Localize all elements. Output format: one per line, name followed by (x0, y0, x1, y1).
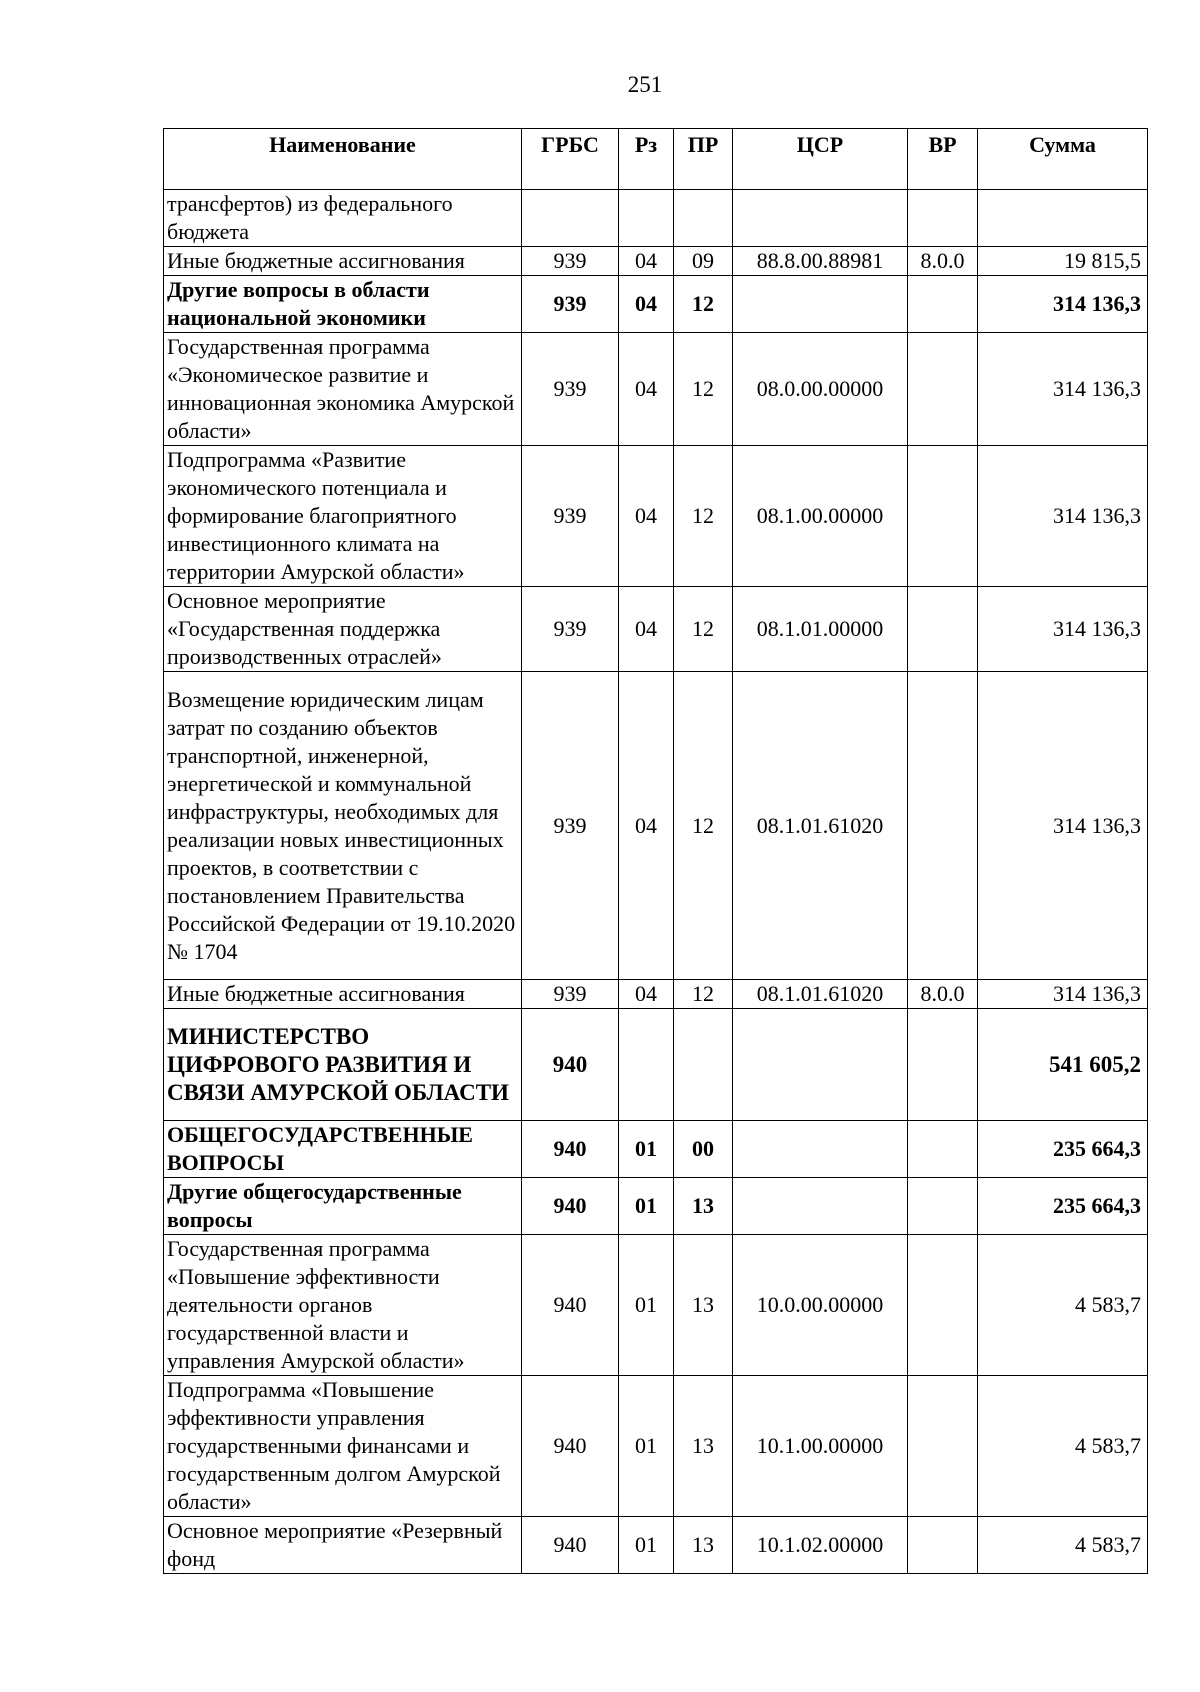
row-name: Основное мероприятие «Государственная поддержка производственных отраслей» (164, 587, 522, 672)
row-csr: 08.0.00.00000 (733, 333, 908, 446)
table-row (164, 1178, 1148, 1235)
row-pr (674, 190, 733, 247)
row-csr: 08.1.00.00000 (733, 446, 908, 587)
row-pr: 12 (674, 672, 733, 980)
row-vr (908, 1121, 978, 1178)
row-grbs: 939 (522, 247, 619, 276)
row-rz (619, 1009, 674, 1121)
row-name: Государственная программа «Экономическое развитие и инновационная экономика Амурской области» (164, 333, 522, 446)
row-grbs: 939 (522, 672, 619, 980)
row-vr (908, 190, 978, 247)
row-pr: 12 (674, 446, 733, 587)
row-grbs: 940 (522, 1517, 619, 1574)
row-rz: 01 (619, 1235, 674, 1376)
row-csr: 10.1.02.00000 (733, 1517, 908, 1574)
row-rz (619, 190, 674, 247)
row-csr (733, 1178, 908, 1235)
row-vr (908, 333, 978, 446)
row-name: Подпрограмма «Развитие экономического потенциала и формирование благоприятного инвестиционного климата на территории Амурской области» (164, 446, 522, 587)
row-pr: 12 (674, 980, 733, 1009)
table-row (164, 190, 1148, 247)
table-row (164, 1121, 1148, 1178)
row-vr: 8.0.0 (908, 980, 978, 1009)
row-pr: 13 (674, 1178, 733, 1235)
row-vr (908, 1178, 978, 1235)
row-sum (978, 190, 1148, 247)
row-pr (674, 1009, 733, 1121)
row-name: Подпрограмма «Повышение эффективности управления государственными финансами и государственным долгом Амурской области» (164, 1376, 522, 1517)
row-csr: 88.8.00.88981 (733, 247, 908, 276)
row-sum: 314 136,3 (978, 333, 1148, 446)
row-vr: 8.0.0 (908, 247, 978, 276)
header-vr: ВР (908, 129, 978, 190)
row-vr (908, 1517, 978, 1574)
table-row (164, 1235, 1148, 1376)
row-pr: 09 (674, 247, 733, 276)
row-rz: 04 (619, 333, 674, 446)
row-pr: 12 (674, 333, 733, 446)
row-pr: 13 (674, 1517, 733, 1574)
row-csr (733, 1121, 908, 1178)
table-row (164, 587, 1148, 672)
table-row (164, 276, 1148, 333)
row-csr: 10.0.00.00000 (733, 1235, 908, 1376)
row-rz: 04 (619, 587, 674, 672)
row-grbs: 940 (522, 1235, 619, 1376)
row-sum: 4 583,7 (978, 1376, 1148, 1517)
row-grbs: 939 (522, 446, 619, 587)
row-name: Возмещение юридическим лицам затрат по созданию объектов транспортной, инженерной, энергетической и коммунальной инфраструктуры, необходимых для реализации новых инвестиционных проектов, в соответствии с постановлением Правительства Российской Федерации от 19.10.2020 № 1704 (164, 672, 522, 980)
header-csr: ЦСР (733, 129, 908, 190)
row-sum: 541 605,2 (978, 1009, 1148, 1121)
table-row (164, 1517, 1148, 1574)
row-csr: 08.1.01.00000 (733, 587, 908, 672)
row-vr (908, 587, 978, 672)
row-pr: 12 (674, 276, 733, 333)
row-name: Иные бюджетные ассигнования (164, 980, 522, 1009)
row-csr: 08.1.01.61020 (733, 980, 908, 1009)
row-sum: 4 583,7 (978, 1517, 1148, 1574)
row-sum: 4 583,7 (978, 1235, 1148, 1376)
row-vr (908, 1009, 978, 1121)
row-name: Другие вопросы в области национальной экономики (164, 276, 522, 333)
row-rz: 04 (619, 276, 674, 333)
row-sum: 235 664,3 (978, 1178, 1148, 1235)
table-row (164, 672, 1148, 980)
row-grbs: 940 (522, 1178, 619, 1235)
header-pr: ПР (674, 129, 733, 190)
table-row (164, 1376, 1148, 1517)
row-grbs: 939 (522, 333, 619, 446)
header-rz: Рз (619, 129, 674, 190)
row-csr (733, 1009, 908, 1121)
row-rz: 04 (619, 980, 674, 1009)
row-csr: 10.1.00.00000 (733, 1376, 908, 1517)
row-sum: 314 136,3 (978, 980, 1148, 1009)
row-vr (908, 1235, 978, 1376)
row-vr (908, 672, 978, 980)
row-grbs: 940 (522, 1376, 619, 1517)
header-name: Наименование (164, 129, 522, 190)
row-sum: 314 136,3 (978, 446, 1148, 587)
row-name: Другие общегосударственные вопросы (164, 1178, 522, 1235)
row-sum: 314 136,3 (978, 672, 1148, 980)
row-name: трансфертов) из федерального бюджета (164, 190, 522, 247)
row-sum: 19 815,5 (978, 247, 1148, 276)
table-row (164, 247, 1148, 276)
table-row (164, 980, 1148, 1009)
row-csr (733, 276, 908, 333)
row-pr: 12 (674, 587, 733, 672)
budget-table (163, 128, 1148, 1574)
row-csr (733, 190, 908, 247)
row-vr (908, 1376, 978, 1517)
row-grbs: 939 (522, 587, 619, 672)
row-sum: 314 136,3 (978, 276, 1148, 333)
row-sum: 314 136,3 (978, 587, 1148, 672)
row-rz: 04 (619, 672, 674, 980)
table-header-row (164, 129, 1148, 190)
header-grbs: ГРБС (522, 129, 619, 190)
row-grbs (522, 190, 619, 247)
row-name: ОБЩЕГОСУДАРСТВЕННЫЕ ВОПРОСЫ (164, 1121, 522, 1178)
row-csr: 08.1.01.61020 (733, 672, 908, 980)
row-vr (908, 276, 978, 333)
row-name: МИНИСТЕРСТВО ЦИФРОВОГО РАЗВИТИЯ И СВЯЗИ АМУРСКОЙ ОБЛАСТИ (164, 1009, 522, 1121)
row-name: Государственная программа «Повышение эффективности деятельности органов государственной власти и управления Амурской области» (164, 1235, 522, 1376)
row-grbs: 940 (522, 1121, 619, 1178)
row-rz: 01 (619, 1376, 674, 1517)
row-pr: 13 (674, 1376, 733, 1517)
row-rz: 01 (619, 1121, 674, 1178)
row-sum: 235 664,3 (978, 1121, 1148, 1178)
row-grbs: 939 (522, 980, 619, 1009)
row-pr: 00 (674, 1121, 733, 1178)
page-number: 251 (627, 72, 663, 97)
row-name: Основное мероприятие «Резервный фонд (164, 1517, 522, 1574)
table-row (164, 446, 1148, 587)
row-rz: 01 (619, 1517, 674, 1574)
row-pr: 13 (674, 1235, 733, 1376)
table-row (164, 333, 1148, 446)
row-grbs: 939 (522, 276, 619, 333)
row-vr (908, 446, 978, 587)
row-name: Иные бюджетные ассигнования (164, 247, 522, 276)
row-rz: 01 (619, 1178, 674, 1235)
row-rz: 04 (619, 247, 674, 276)
row-grbs: 940 (522, 1009, 619, 1121)
header-sum: Сумма (978, 129, 1148, 190)
row-rz: 04 (619, 446, 674, 587)
table-row (164, 1009, 1148, 1121)
